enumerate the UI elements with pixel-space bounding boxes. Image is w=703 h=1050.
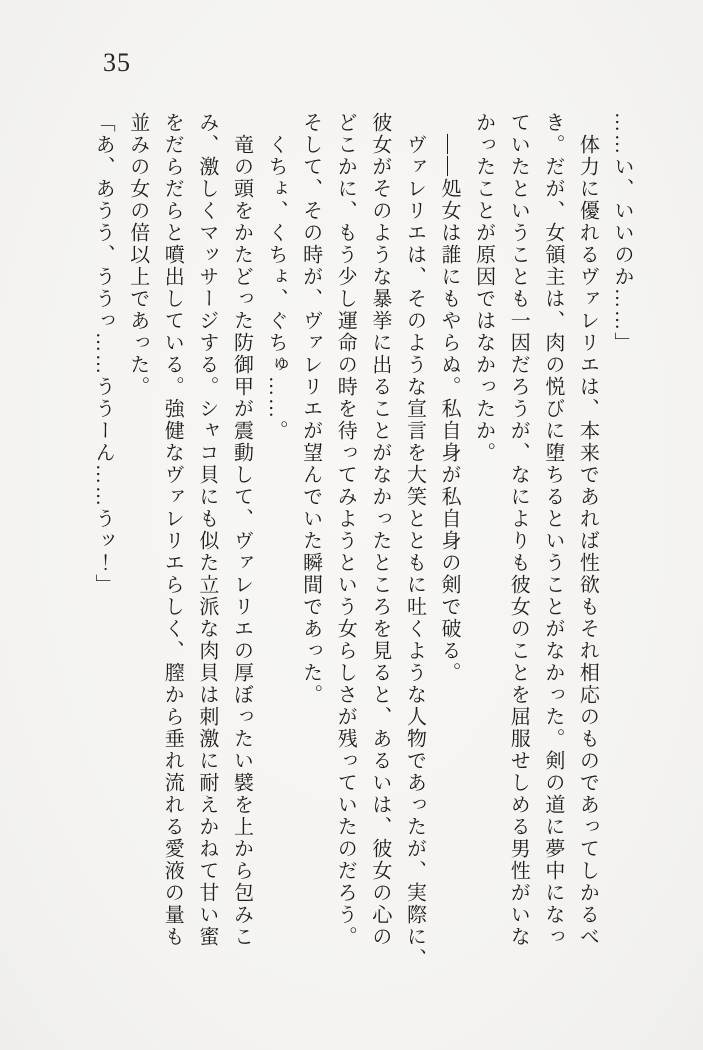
text-line-8: 彼女がそのような暴挙に出ることがなかったところを見ると、あるいは、彼女の心の <box>368 112 391 948</box>
text-line-1: ……い、いいのか……」 <box>611 112 633 354</box>
text-line-2: 体力に優れるヴァレリエは、本来であれば性欲もそれ相応のものであってしかるべ <box>576 112 599 948</box>
text-line-4: ていたということも一因だろうが、なによりも彼女のことを屈服せしめる男性がいな <box>507 112 530 948</box>
text-line-15: 並みの女の倍以上であった。 <box>126 112 149 398</box>
text-line-14: をだらだらと噴出している。強健なヴァレリエらしく、膣から垂れ流れる愛液の量も <box>161 112 184 948</box>
page-number: 35 <box>103 48 131 77</box>
text-line-3: き。だが、女領主は、肉の悦びに堕ちるということがなかった。剣の道に夢中になっ <box>541 112 564 948</box>
vertical-text-block <box>86 112 640 974</box>
text-line-13: み、激しくマッサージする。シャコ貝にも似た立派な肉貝は刺激に耐えかねて甘い蜜 <box>195 112 218 948</box>
text-line-6: ――処女は誰にもやらぬ。私自身が私自身の剣で破る。 <box>438 112 461 684</box>
text-line-11: くちょ、くちょ、ぐちゅ……。 <box>265 112 288 442</box>
text-line-10: そして、その時が、ヴァレリエが望んでいた瞬間であった。 <box>299 112 322 706</box>
text-line-7: ヴァレリエは、そのような宣言を大笑とともに吐くような人物であったが、実際に、 <box>403 112 426 970</box>
text-line-16: 「あ、あうう、ううっ……ううーん……うッ！」 <box>92 112 115 596</box>
text-line-5: かったことが原因ではなかったか。 <box>472 112 495 464</box>
text-line-12: 竜の頭をかたどった防御甲が震動して、ヴァレリエの厚ぼったい襞を上から包みこ <box>230 112 253 948</box>
text-line-9: どこかに、もう少し運命の時を待ってみようという女らしさが残っていたのだろう。 <box>334 112 357 948</box>
